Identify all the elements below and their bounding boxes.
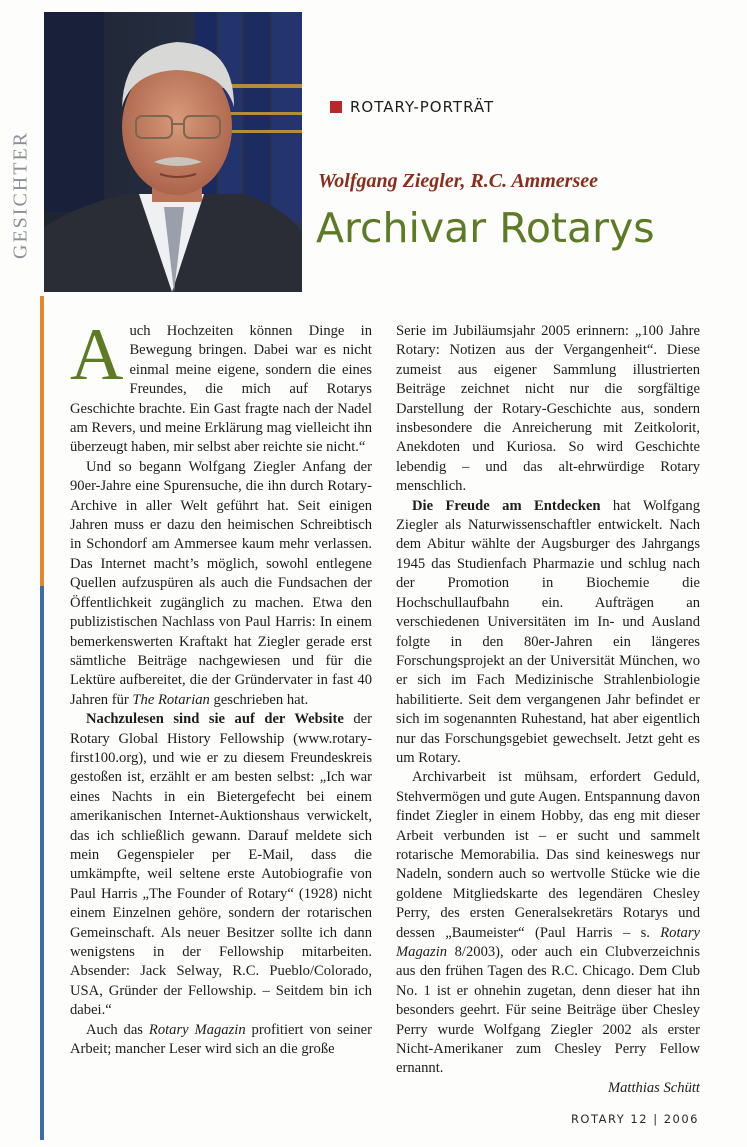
paragraph [396,322,700,497]
portrait-illustration [44,12,302,292]
paragraph-text: uch Hochzeiten können Dinge in Bewegung bringen. Dabei war es nicht einmal meine eigene, sondern die eines Freundes, die mich auf Rotarys Geschichte brachte. Ein Gast fragte nach der Nadel am Revers, und meine Erklärung mag vielleicht ihn überzeugt haben, mir selbst aber reichte sie nicht.“ [70,323,372,456]
paragraph [70,314,372,458]
dropcap: A [70,314,124,396]
paragraph-text: profitiert von seiner Arbeit; mancher Leser wird sich an die große [70,1021,372,1058]
column-left [70,314,372,1059]
bold-lead: Die Freude am Entdecken [412,497,601,514]
paragraph-text: Archivarbeit ist mühsam, erfordert Geduld, Stehvermögen und gute Augen. Entspannung davon findet Ziegler in einem Hobby, das eng mit dieser Arbeit verbunden ist – er sucht und sammelt rotarische Memorabilia. Das sind keineswegs nur Nadeln, sondern auch so wertvolle Stücke wie die goldene Mitgliedskarte des legendären Chesley Perry, des ersten Generalsekretärs Rotarys und dessen „Baumeister“ (Paul Harris – s. [396,769,700,941]
paragraph-text: hat Wolfgang Ziegler als Naturwissenschaftler entwickelt. Nach dem Abitur wählte der Augsburger des Jahrgangs 1945 das Studienfach Pharmazie und schlug nach der Promotion in Biochemie die Hochschullaufbahn ein. Aufträgen an verschiedenen Universitäten im In- und Ausland folgte in den 80er-Jahren ein längeres Forschungsprojekt an der Universität München, wo er sich im Fach Medizinische Strahlenbiologie habilitierte. Seit dem vergangenen Jahr befindet er sich im sogenannten Ruhestand, hat aber eigentlich nur das Forschungsgebiet gewechselt. Jetzt geht es um Rotary. [396,497,701,766]
article-subtitle: Wolfgang Ziegler, R.C. Ammersee [318,170,598,192]
article-title: Archivar Rotarys [316,204,655,252]
paragraph [70,710,372,1021]
bold-lead: Nachzulesen sind sie auf der Website [86,711,344,728]
paragraph-text: Serie im Jubiläumsjahr 2005 erinnern: „100 Jahre Rotary: Notizen aus der Vergangenheit“. Diese zumeist aus eigener Sammlung illustrierten Beiträge zeichnet nicht nur die sorgfältige Darstellung der Rotary-Geschichte aus, sondern insbesondere die Anreicherung mit Zeitkolorit, Anekdoten und Kuriosa. So wird Geschichte lebendig – und das alt-ehrwürdige Rotary menschlich. [396,323,700,495]
kicker-square-icon [330,101,342,113]
paragraph-text: Auch das [86,1021,143,1038]
paragraph [396,768,700,1079]
kicker-text: ROTARY-PORTRÄT [350,98,495,116]
paragraph-text: Und so begann Wolfgang Ziegler Anfang der 90er-Jahre eine Spurensuche, die ihn durch Rotary-Archive in aller Welt geführt hat. Seit einigen Jahren muss er dazu den heimischen Schreibtisch in Schondorf am Ammersee kaum mehr verlassen. Das Internet macht’s möglich, sowohl entlegene Quellen aufzuspüren als auch die Fundsachen der Öffentlichkeit zugänglich zu machen. Etwa den publizistischen Nachlass von Paul Harris: In einem bemerkenswerten Kraftakt hat Ziegler gerade erst sämtliche Beiträge nachgewiesen und für die Lektüre aufbereitet, die der Gründervater in fast 40 Jahren für [70,458,372,708]
kicker [330,98,494,116]
paragraph-text: geschrieben hat. [213,691,309,708]
section-label-text: GESICHTER [9,131,32,259]
paragraph [70,458,372,710]
author-byline: Matthias Schütt [607,1079,700,1096]
italic-text: Rotary Magazin [396,924,700,960]
accent-rule-orange [40,296,44,586]
paragraph-text: 8/2003), oder auch ein Clubverzeichnis aus den frühen Tagen des R.C. Chicago. Dem Club No. 1 ist er ohnehin zugetan, denn dieser hat ihn besonders geehrt. Für seine Beiträge über Chesley Perry wurde Wolfgang Ziegler 2002 als erster Nicht-Amerikaner zum Chesley Perry Fellow ernannt. [396,944,700,1077]
italic-text: The Rotarian [132,691,210,708]
paragraph [70,1021,372,1060]
paragraph [396,497,700,769]
page-footer: ROTARY 12 | 2006 [570,1112,699,1126]
section-label [6,90,36,300]
column-right [396,322,700,1098]
accent-rule-blue [40,586,44,1140]
italic-text: Rotary Magazin [148,1021,246,1038]
paragraph-text: der Rotary Global History Fellowship (www.rotary-first100.org), und wie er zu diesem Freundeskreis gestoßen ist, erzählt er am besten selbst: „Ich war eines Nachts in ein Bietergefecht bei einem amerikanischen Internet-Auktionshaus verwickelt, das ich schließlich gewann. Darauf meldete sich mein Gegenspieler per E-Mail, dass die umkämpfte, weil seltene erste Autobiografie von Paul Harris „The Founder of Rotary“ (1928) nicht einem Einzelnen gehöre, sondern der rotarischen Gemeinschaft. Als neuer Besitzer sollte ich dann wenigstens in der Fellowship mitarbeiten. Absender: Jack Selway, R.C. Pueblo/Colorado, USA, Gründer der Fellowship. – Seitdem bin ich dabei.“ [70,711,372,1019]
portrait-photo [44,12,302,292]
